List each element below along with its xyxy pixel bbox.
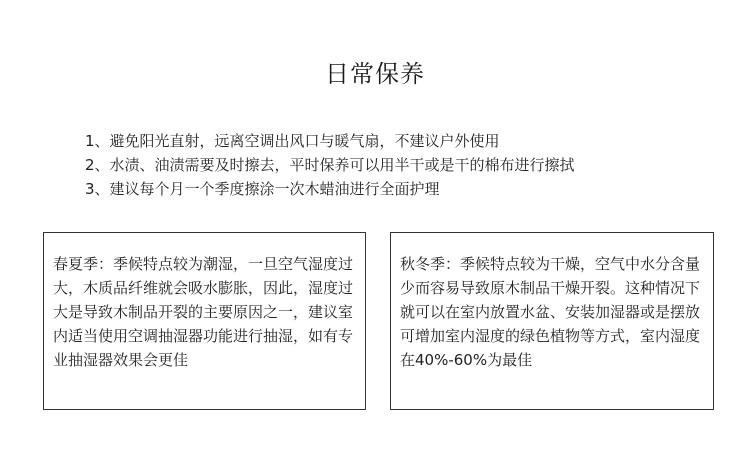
autumn-winter-box	[390, 232, 714, 410]
autumn-winter-text: 秋冬季：季候特点较为干燥，空气中水分含量少而容易导致原木制品干燥开裂。这种情况下就可以在室内放置水盆、安装加湿器或是摆放可增加室内湿度的绿色植物等方式，室内湿度在40%-60%为最佳	[400, 255, 701, 369]
care-tips-list	[85, 129, 575, 201]
spring-summer-box	[43, 232, 366, 410]
page-title: 日常保养	[325, 60, 425, 88]
care-tip-3: 3、建议每个月一个季度擦涂一次木蜡油进行全面护理	[85, 180, 440, 198]
care-tip-1: 1、避免阳光直射，远离空调出风口与暖气扇，不建议户外使用	[85, 132, 500, 150]
care-tip-2: 2、水渍、油渍需要及时擦去，平时保养可以用半干或是干的棉布进行擦拭	[85, 156, 575, 174]
spring-summer-text: 春夏季：季候特点较为潮湿，一旦空气湿度过大，木质品纤维就会吸水膨胀，因此，湿度过大是导致木制品开裂的主要原因之一，建议室内适当使用空调抽湿器功能进行抽湿，如有专业抽湿器效果会更佳	[53, 255, 354, 369]
